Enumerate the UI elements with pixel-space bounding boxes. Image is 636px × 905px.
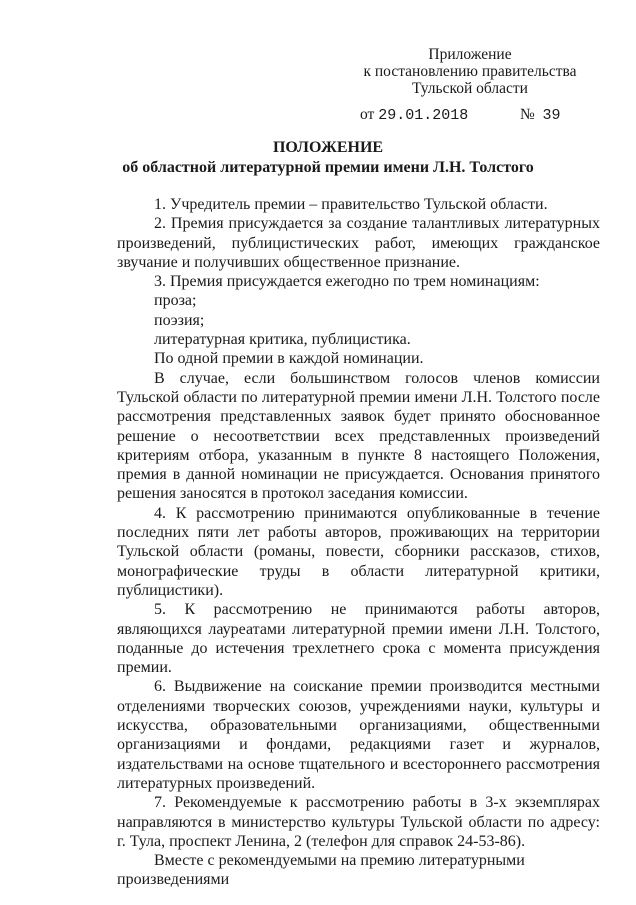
- nomination-poetry: поэзия;: [154, 311, 205, 329]
- paragraph-5: 5. К рассмотрению не принимаются работы авторов, являющихся лауреатами литературной премии имени Л.Н. Толстого, поданные до истечения трехлетнего срока с момента присуждения премии.: [117, 601, 600, 677]
- title-sub: об областной литературной премии имени Л.Н. Толстого: [122, 159, 534, 176]
- appendix-header: [340, 46, 600, 97]
- paragraph-one-prize: По одной премии в каждой номинации.: [154, 350, 424, 368]
- paragraph-1: 1. Учредитель премии – правительство Тульской области.: [154, 196, 548, 213]
- title-main: ПОЛОЖЕНИЕ: [272, 139, 384, 156]
- paragraph-7: 7. Рекомендуемые к рассмотрению работы в 3-х экземплярах направляются в министерство культуры Тульской области по адресу: г. Тула, проспект Ленина, 2 (телефон для справок 24-53-86).: [117, 794, 600, 850]
- nomination-prose: проза;: [154, 292, 197, 310]
- nomination-criticism: литературная критика, публицистика.: [154, 331, 411, 349]
- appendix-line-3: Тульской области: [412, 80, 528, 97]
- decree-reference: [360, 106, 600, 124]
- paragraph-2: 2. Премия присуждается за создание талантливых литературных произведений, публицистических работ, имеющих гражданское звучание и получивших общественное признание.: [117, 215, 600, 271]
- paragraph-4: 4. К рассмотрению принимаются опубликованные в течение последних пяти лет работы авторов, проживающих на территории Тульской области (романы, повести, сборники рассказов, стихов, монографические труды в области литературной критики, публицистики).: [117, 504, 600, 599]
- paragraph-8-start: Вместе с рекомендуемыми на премию литературными произведениями: [117, 852, 525, 889]
- document-title: [0, 138, 636, 178]
- decree-date: 29.01.2018: [378, 107, 469, 124]
- decree-number-sign: №: [520, 106, 535, 123]
- document-body: [117, 195, 600, 890]
- paragraph-commission: В случае, если большинством голосов членов комиссии Тульской области по литературной премии имени Л.Н. Толстого после рассмотрения представленных заявок будет принято обоснованное решение о несоответствии всех представленных произведений критериям отбора, указанным в пункте 8 настоящего Положения, премия в данной номинации не присуждается. Основания принятого решения заносятся в протокол заседания комиссии.: [117, 369, 600, 503]
- paragraph-6: 6. Выдвижение на соискание премии производится местными отделениями творческих союзов, учреждениями науки, культуры и искусства, образовательными организациями, общественными организациями и фондами, редакциями газет и журналов, издательствами на основе тщательного и всестороннего рассмотрения литературных произведений.: [117, 678, 600, 792]
- paragraph-3: 3. Премия присуждается ежегодно по трем номинациям:: [154, 273, 540, 291]
- appendix-line-2: к постановлению правительства: [363, 63, 577, 80]
- decree-date-prefix: от: [360, 106, 375, 123]
- decree-number: 39: [542, 107, 561, 124]
- appendix-line-1: Приложение: [428, 46, 512, 63]
